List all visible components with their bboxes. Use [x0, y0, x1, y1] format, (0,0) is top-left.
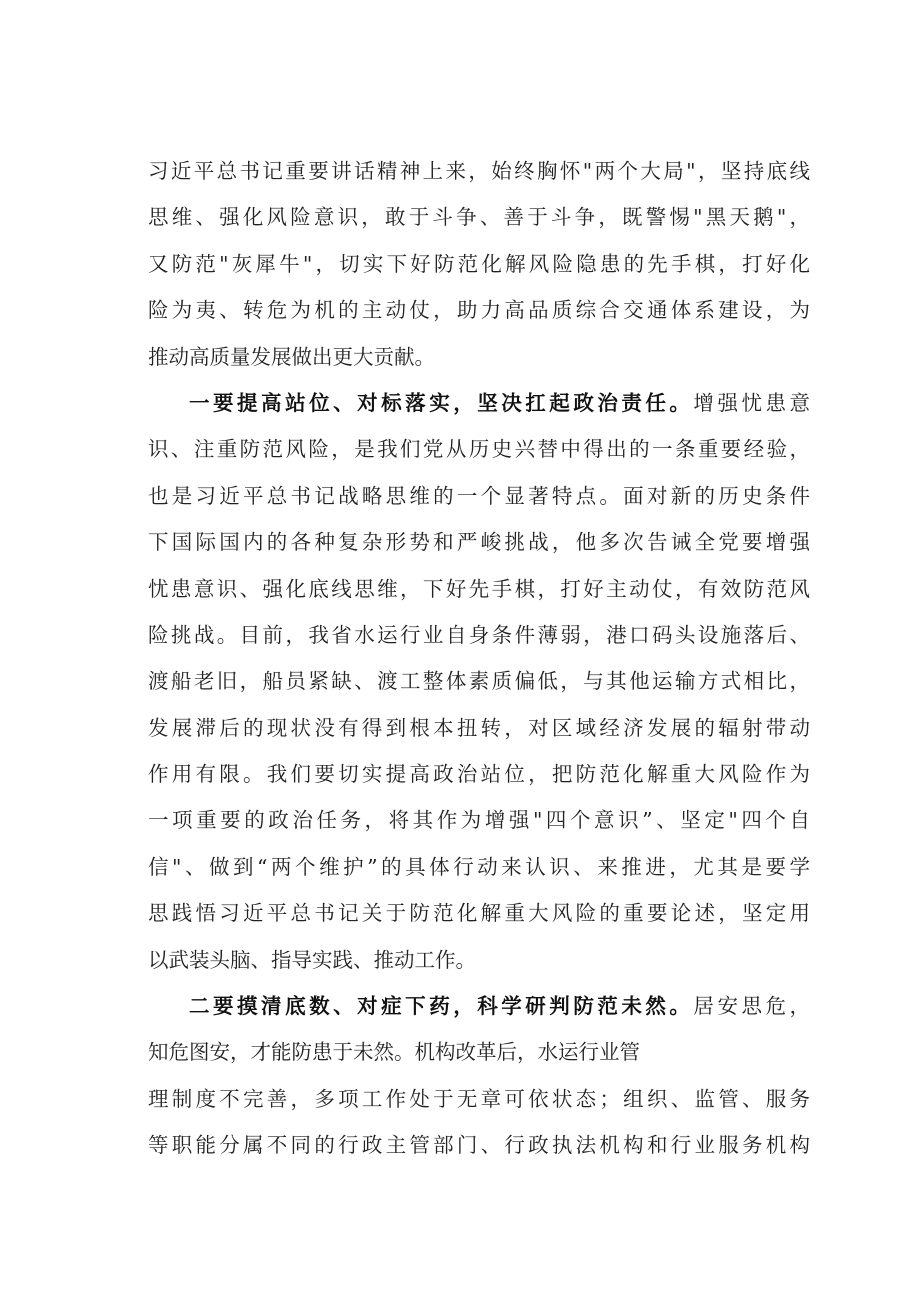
para3-heading: 二要摸清底数、对症下药，科学研判防范未然。	[189, 994, 694, 1019]
para2-line4: 下国际国内的各种复杂形势和严峻挑战，他多次告诫全党要增强	[148, 530, 810, 555]
para2-line13: 以武装头脑、指导实践、推动工作。	[148, 947, 476, 972]
para1-line5: 推动高质量发展做出更大贡献。	[148, 344, 435, 369]
para1-line2: 思维、强化风险意识，敢于斗争、善于斗争，既警惕"黑天鹅"，	[148, 205, 810, 230]
para1-line1: 习近平总书记重要讲话精神上来，始终胸怀"两个大局"，坚持底线	[148, 159, 810, 183]
para3-line1-rest: 居安思危，	[693, 994, 810, 1019]
para2-heading: 一要提高站位、对标落实，坚决扛起政治责任。	[189, 390, 694, 415]
para1-line3: 又防范"灰犀牛"，切实下好防范化解风险隐患的先手棋，打好化	[148, 251, 810, 276]
para2-line1	[148, 380, 810, 426]
para2-line10: 一项重要的政治任务，将其作为增强"四个意识”、坚定"四个自	[148, 808, 810, 833]
para2-line3: 也是习近平总书记战略思维的一个显著特点。面对新的历史条件	[148, 483, 810, 508]
para3-line1	[148, 983, 810, 1029]
para1-line4: 险为夷、转危为机的主动仗，助力高品质综合交通体系建设，为	[148, 298, 810, 323]
para2-line12: 思践悟习近平总书记关于防范化解重大风险的重要论述，坚定用	[148, 901, 810, 926]
para2-line8: 发展滞后的现状没有得到根本扭转，对区域经济发展的辐射带动	[148, 715, 810, 740]
para2-line7: 渡船老旧，船员紧缺、渡工整体素质偏低，与其他运输方式相比，	[148, 669, 810, 694]
para2-line6: 险挑战。目前，我省水运行业自身条件薄弱，港口码头设施落后、	[148, 622, 810, 647]
para3-line3: 理制度不完善，多项工作处于无章可依状态；组织、监管、服务	[148, 1086, 810, 1111]
para3-line4: 等职能分属不同的行政主管部门、行政执法机构和行业服务机构	[148, 1133, 810, 1158]
document-body	[148, 148, 810, 1169]
para2-line9: 作用有限。我们要切实提高政治站位，把防范化解重大风险作为	[148, 762, 810, 787]
para2-line11: 信"、做到“两个维护”的具体行动来认识、来推进，尤其是要学	[148, 854, 810, 879]
para2-line1-rest: 增强忧患意	[693, 390, 810, 415]
para2-line5: 忧患意识、强化底线思维，下好先手棋，打好主动仗，有效防范风	[148, 576, 810, 601]
para2-line2: 识、注重防范风险，是我们党从历史兴替中得出的一条重要经验，	[148, 437, 810, 462]
para3-line2: 知危图安，才能防患于未然。机构改革后，水运行业管	[148, 1040, 640, 1065]
